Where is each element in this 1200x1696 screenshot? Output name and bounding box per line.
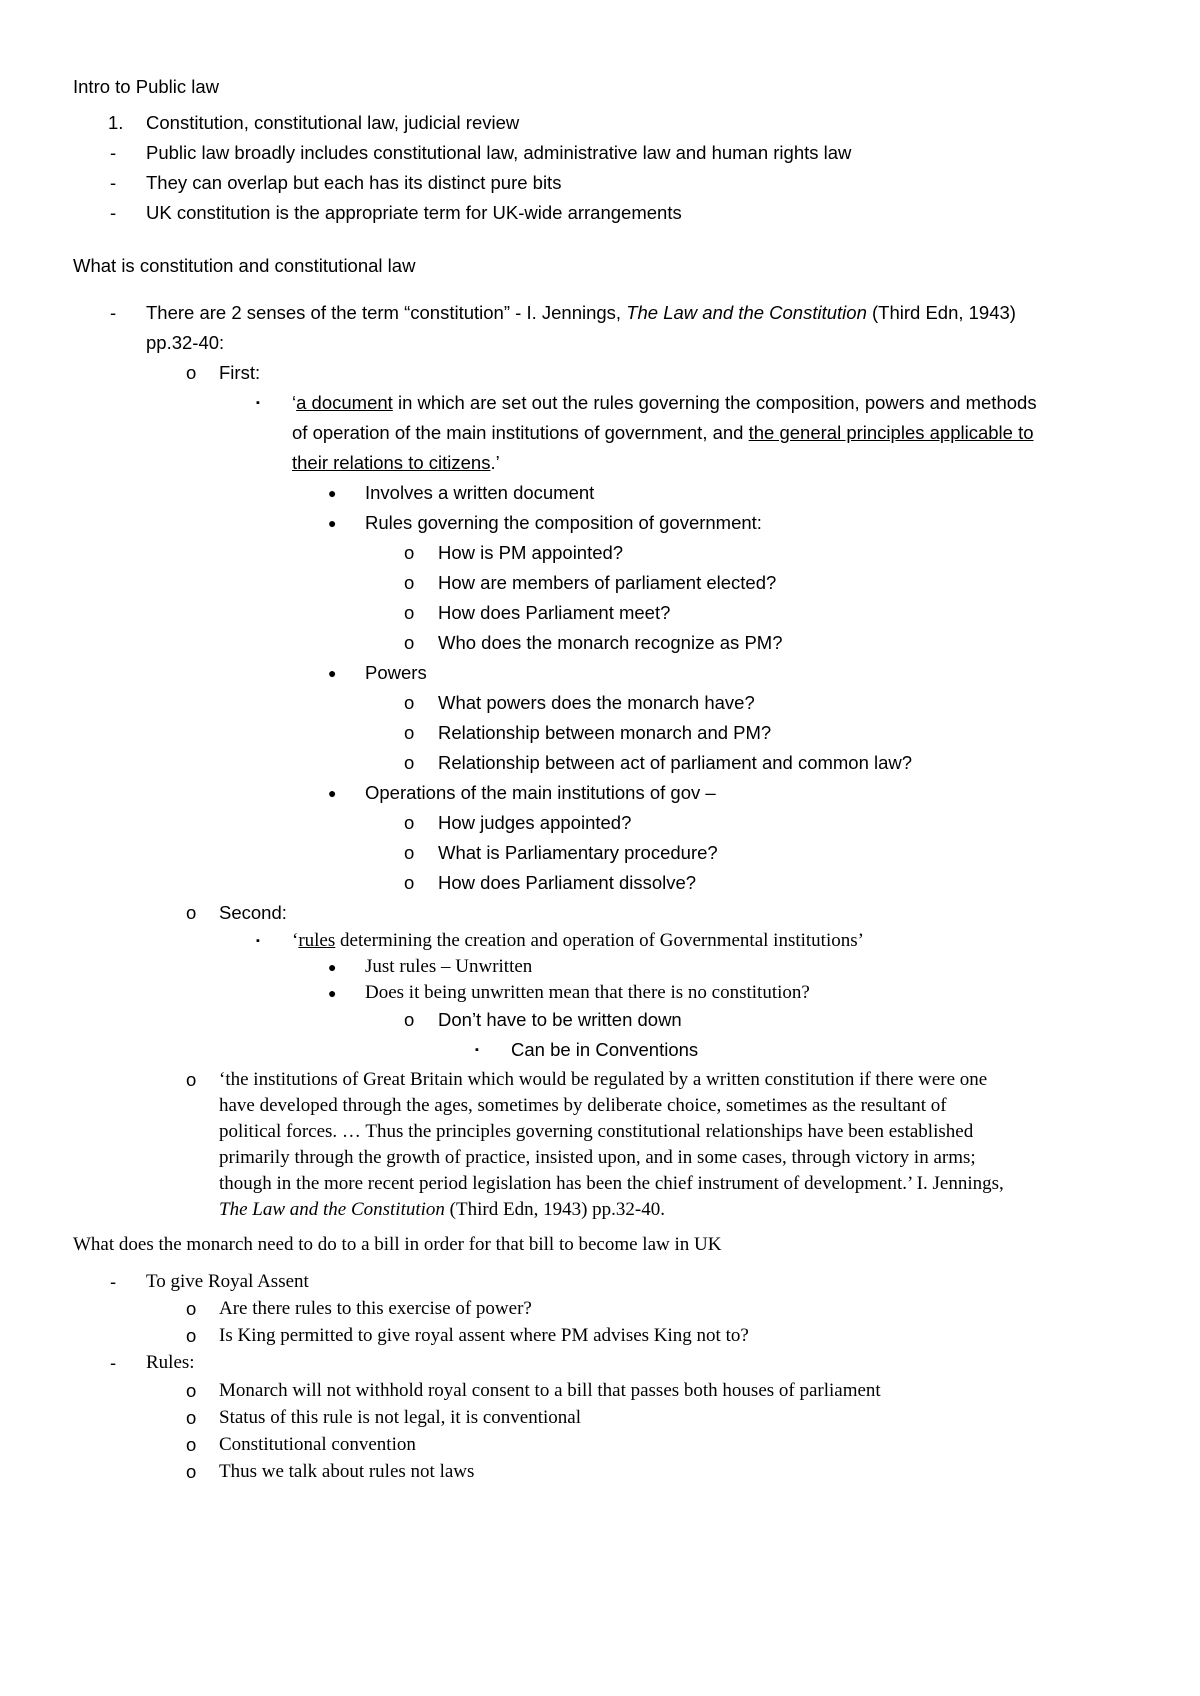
o-marker: o: [186, 1298, 197, 1319]
list-item: UK constitution is the appropriate term for UK-wide arrangements: [146, 202, 682, 223]
dash-marker: -: [110, 1271, 117, 1292]
square-bullet-icon: ▪: [256, 397, 260, 409]
jennings-quote-citation: The Law and the Constitution (Third Edn, 1943) pp.32-40.: [219, 1199, 665, 1220]
quote-2-line: ‘rules determining the creation and operation of Governmental institutions’: [292, 930, 864, 951]
list-item: Constitutional convention: [219, 1434, 416, 1455]
list-item: How is PM appointed?: [438, 542, 624, 563]
dot-bullet-icon: ●: [328, 515, 337, 531]
o-marker: o: [404, 722, 415, 743]
section-2-heading: What is constitution and constitutional law: [73, 255, 416, 276]
o-marker: o: [404, 812, 415, 833]
list-item: What powers does the monarch have?: [438, 692, 755, 713]
rules-label: Rules:: [146, 1352, 195, 1373]
operations-label: Operations of the main institutions of gov –: [365, 782, 716, 803]
o-marker: o: [186, 1461, 197, 1482]
list-item: To give Royal Assent: [146, 1271, 309, 1292]
pages-ref: pp.32-40:: [146, 332, 225, 353]
o-marker: o: [404, 872, 415, 893]
list-item: Thus we talk about rules not laws: [219, 1461, 475, 1482]
list-number: 1.: [108, 112, 124, 133]
list-item: Relationship between act of parliament and common law?: [438, 752, 913, 773]
underlined-text: rules: [298, 930, 336, 951]
o-marker: o: [186, 1325, 197, 1346]
list-item: How are members of parliament elected?: [438, 572, 777, 593]
second-sense-label: Second:: [219, 902, 287, 923]
jennings-quote-line: political forces. … Thus the principles governing constitutional relationships have been established: [219, 1121, 974, 1142]
list-item: Who does the monarch recognize as PM?: [438, 632, 783, 653]
composition-label: Rules governing the composition of government:: [365, 512, 762, 533]
section-1-heading: Constitution, constitutional law, judicial review: [146, 112, 520, 133]
o-marker: o: [404, 542, 415, 563]
list-item: Relationship between monarch and PM?: [438, 722, 772, 743]
o-marker: o: [404, 752, 415, 773]
o-marker: o: [404, 692, 415, 713]
list-item: Can be in Conventions: [511, 1039, 699, 1060]
dash-marker: -: [110, 302, 117, 323]
underlined-text: a document: [296, 392, 393, 413]
square-bullet-icon: ▪: [475, 1044, 479, 1056]
document-title: Intro to Public law: [73, 76, 220, 97]
dot-bullet-icon: ●: [328, 959, 337, 975]
list-item: How judges appointed?: [438, 812, 632, 833]
list-item: Status of this rule is not legal, it is conventional: [219, 1407, 582, 1428]
list-item: Monarch will not withhold royal consent to a bill that passes both houses of parliament: [219, 1380, 881, 1401]
book-title: The Law and the Constitution: [626, 302, 867, 323]
section-3-heading: What does the monarch need to do to a bill in order for that bill to become law in UK: [73, 1234, 722, 1255]
dash-marker: -: [110, 1352, 117, 1373]
o-marker: o: [186, 1069, 197, 1090]
o-marker: o: [404, 572, 415, 593]
dot-bullet-icon: ●: [328, 485, 337, 501]
o-marker: o: [186, 1407, 197, 1428]
jennings-quote-line: though in the more recent period legislation has been the chief instrument of development.’ I. Jennings,: [219, 1173, 1004, 1194]
o-marker: o: [404, 602, 415, 623]
list-item: They can overlap but each has its distinct pure bits: [146, 172, 562, 193]
list-item: Does it being unwritten mean that there is no constitution?: [365, 982, 810, 1003]
list-item: Don’t have to be written down: [438, 1009, 682, 1030]
dot-bullet-icon: ●: [328, 985, 337, 1001]
underlined-text: the general principles applicable to: [748, 422, 1034, 443]
o-marker: o: [404, 842, 415, 863]
constitution-senses-line: [146, 301, 1016, 325]
dot-bullet-icon: ●: [328, 665, 337, 681]
list-item: How does Parliament dissolve?: [438, 872, 697, 893]
jennings-quote-line: ‘the institutions of Great Britain which would be regulated by a written constitution if there were one: [219, 1069, 988, 1090]
first-sense-label: First:: [219, 362, 261, 383]
powers-label: Powers: [365, 662, 427, 683]
quote-1-line-3: their relations to citizens.’: [292, 452, 500, 473]
list-item: Public law broadly includes constitutional law, administrative law and human rights law: [146, 142, 852, 163]
intro-text: There are 2 senses of the term “constitution” - I. Jennings,: [146, 302, 627, 323]
list-item: Involves a written document: [365, 482, 595, 503]
dash-marker: -: [110, 202, 117, 223]
underlined-text: their relations to citizens: [292, 452, 491, 473]
list-item: Are there rules to this exercise of power?: [219, 1298, 532, 1319]
list-item: Just rules – Unwritten: [365, 956, 533, 977]
o-marker: o: [404, 1009, 415, 1030]
o-marker: o: [186, 362, 197, 383]
quote-1-line-2: of operation of the main institutions of government, and the general principles applicable to: [292, 422, 1034, 443]
edition-text: (Third Edn, 1943): [866, 302, 1016, 323]
jennings-quote-line: primarily through the growth of practice, insisted upon, and in some cases, through victory in arms;: [219, 1147, 976, 1168]
quote-1-line-1: ‘a document in which are set out the rules governing the composition, powers and methods: [292, 392, 1037, 413]
list-item: Is King permitted to give royal assent where PM advises King not to?: [219, 1325, 749, 1346]
list-item: How does Parliament meet?: [438, 602, 671, 623]
o-marker: o: [186, 1434, 197, 1455]
o-marker: o: [186, 902, 197, 923]
o-marker: o: [404, 632, 415, 653]
dash-marker: -: [110, 172, 117, 193]
book-title: The Law and the Constitution: [219, 1199, 445, 1220]
square-bullet-icon: ▪: [256, 935, 260, 947]
dash-marker: -: [110, 142, 117, 163]
o-marker: o: [186, 1380, 197, 1401]
list-item: What is Parliamentary procedure?: [438, 842, 718, 863]
dot-bullet-icon: ●: [328, 785, 337, 801]
jennings-quote-line: have developed through the ages, sometimes by deliberate choice, sometimes as the resultant of: [219, 1095, 947, 1116]
